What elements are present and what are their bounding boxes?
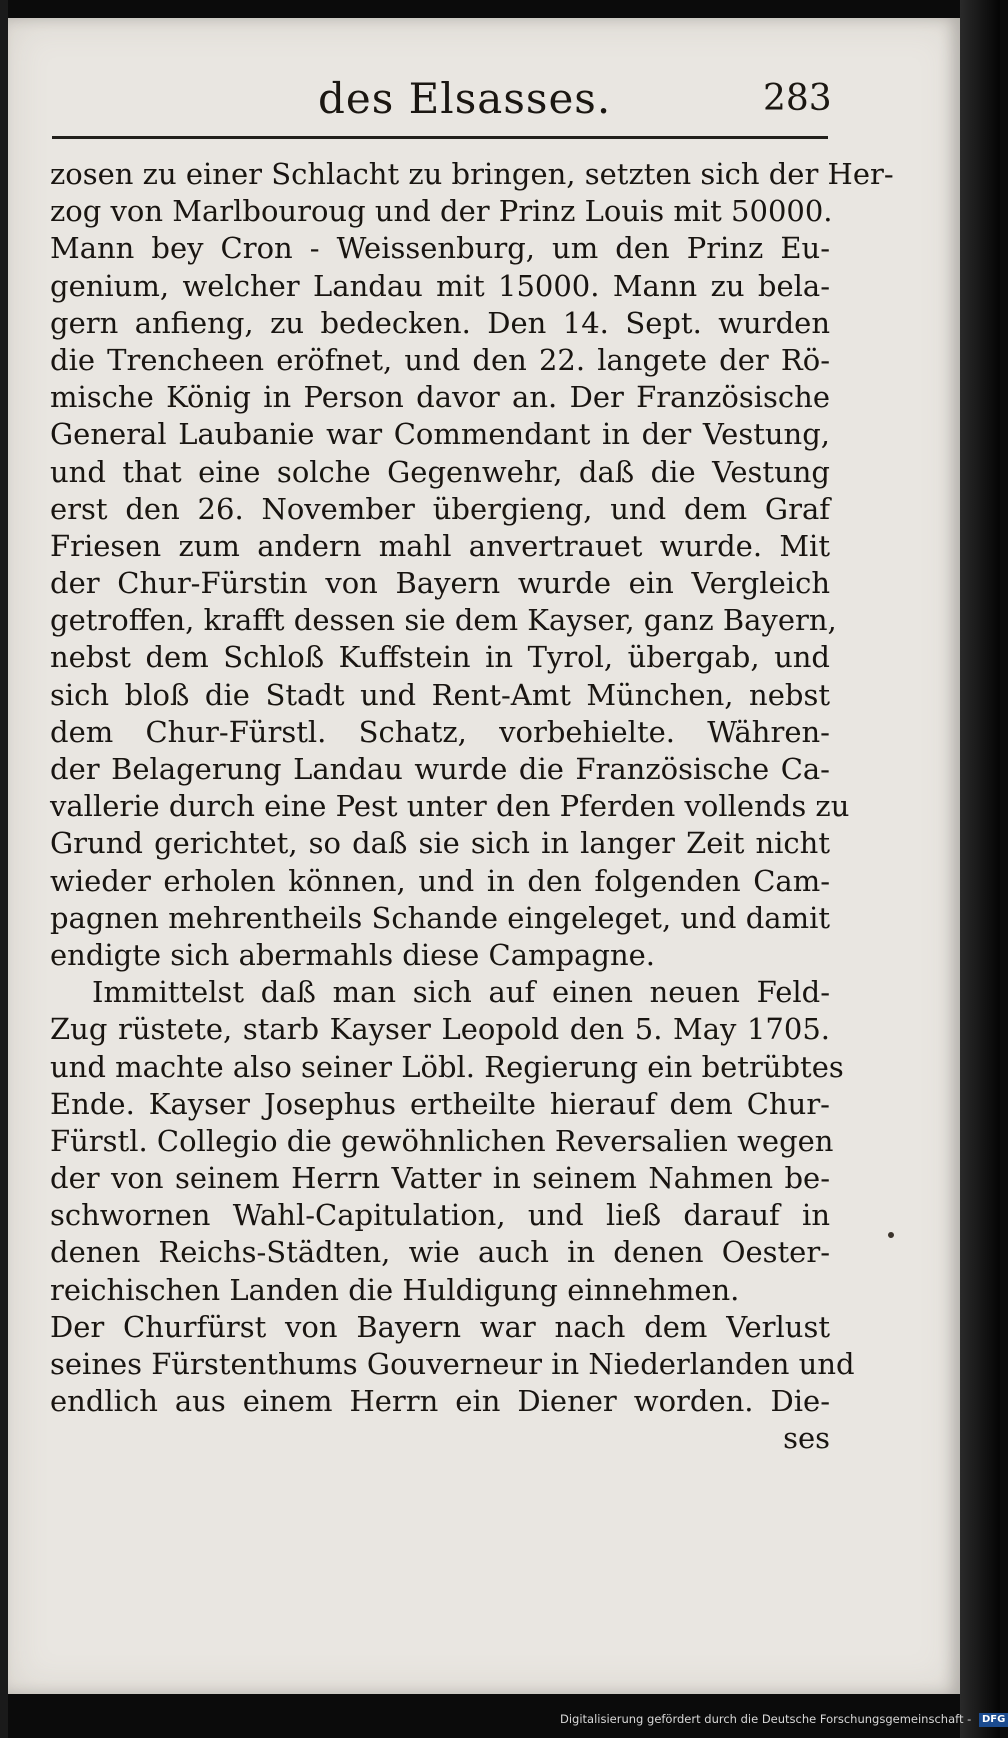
catchword: ses [783, 1421, 830, 1456]
text-line: Grund gerichtet, so daß sie sich in langer Zeit nicht [50, 826, 830, 861]
text-line: getroffen, krafft dessen sie dem Kayser, ganz Bayern, [50, 603, 837, 638]
text-line: pagnen mehrentheils Schande eingeleget, und damit [50, 900, 830, 935]
text-line: Zug rüstete, starb Kayser Leopold den 5. May 1705. [50, 1012, 830, 1047]
dfg-logo: DFG [979, 1713, 1008, 1727]
text-line: und machte also seiner Löbl. Regierung ein betrübtes [50, 1049, 844, 1084]
text-line: und that eine solche Gegenwehr, daß die Vestung [50, 454, 830, 489]
text-line: Fürstl. Collegio die gewöhnlichen Reversalien wegen [50, 1123, 834, 1158]
text-line: Ende. Kayser Josephus ertheilte hierauf dem Chur- [50, 1086, 830, 1121]
page-number: 283 [763, 78, 832, 119]
right-scan-shadow [960, 0, 1000, 1738]
header-rule [52, 136, 828, 139]
text-line: seines Fürstenthums Gouverneur in Niederlanden und [50, 1347, 855, 1381]
running-head [8, 66, 960, 126]
text-line: dem Chur-Fürstl. Schatz, vorbehielte. Währen- [50, 714, 830, 749]
paragraph-end-line: endigte sich abermahls diese Campagne. [50, 937, 656, 972]
text-line: Friesen zum andern mahl anvertrauet wurde. Mit [50, 528, 830, 563]
text-line: zog von Marlbouroug und der Prinz Louis mit 50000. [50, 194, 833, 229]
paragraph-start-line: Der Churfürst von Bayern war nach dem Verlust [50, 1309, 830, 1344]
text-line: der Chur-Fürstin von Bayern wurde ein Vergleich [50, 566, 830, 601]
running-title: des Elsasses. [318, 74, 612, 123]
text-line: General Laubanie war Commendant in der Vestung, [50, 417, 830, 452]
paragraph-end-line: reichischen Landen die Huldigung einnehmen. [50, 1272, 740, 1307]
credit-text: Digitalisierung gefördert durch die Deutsche Forschungsgemeinschaft - [560, 1712, 972, 1726]
text-line: gern anfieng, zu bedecken. Den 14. Sept. wurden [50, 305, 830, 340]
text-line: schwornen Wahl-Capitulation, und ließ darauf in [50, 1198, 830, 1233]
text-line: erst den 26. November übergieng, und dem Graf [50, 491, 830, 526]
left-scan-edge [0, 0, 8, 1738]
body-text [50, 156, 894, 1458]
text-line: der Belagerung Landau wurde die Französische Ca- [50, 752, 830, 786]
text-line: zosen zu einer Schlacht zu bringen, setzten sich der Her- [50, 157, 894, 191]
text-line: genium, welcher Landau mit 15000. Mann zu bela- [50, 268, 830, 303]
paper-speck [888, 1232, 894, 1238]
text-line: endlich aus einem Herrn ein Diener worden. Die- [50, 1384, 830, 1419]
text-line: Mann bey Cron - Weissenburg, um den Prinz Eu- [50, 231, 830, 266]
text-line: mische König in Person davor an. Der Französische [50, 380, 830, 415]
text-line: wieder erholen können, und in den folgenden Cam- [50, 863, 830, 898]
text-line: denen Reichs-Städten, wie auch in denen Oester- [50, 1235, 830, 1270]
paragraph-start-line: Immittelst daß man sich auf einen neuen Feld- [92, 975, 830, 1010]
text-line: sich bloß die Stadt und Rent-Amt München, nebst [50, 677, 830, 712]
text-line: vallerie durch eine Pest unter den Pferden vollends zu [50, 789, 850, 824]
text-line: nebst dem Schloß Kuffstein in Tyrol, übergab, und [50, 640, 830, 675]
book-page [8, 18, 960, 1694]
digitization-credit [560, 1712, 1006, 1732]
text-line: der von seinem Herrn Vatter in seinem Nahmen be- [50, 1161, 830, 1196]
text-line: die Trencheen eröfnet, und den 22. langete der Rö- [50, 342, 830, 377]
